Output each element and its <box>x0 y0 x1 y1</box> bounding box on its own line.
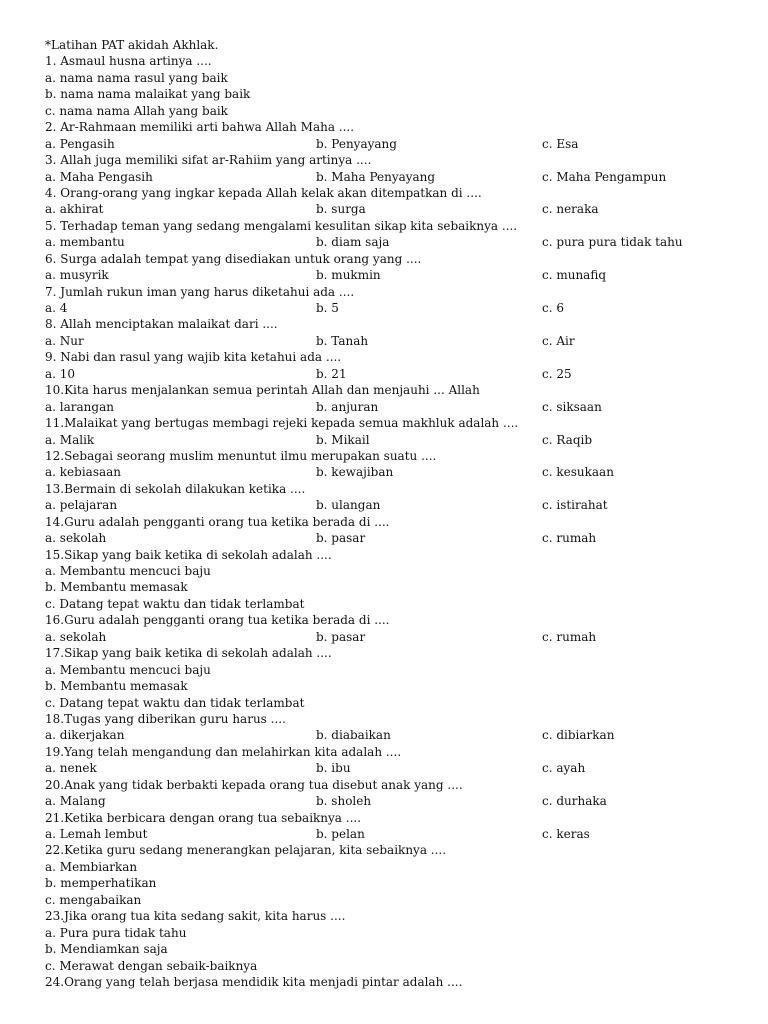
option-b: b. Tanah <box>316 333 369 348</box>
option-b: b. Penyayang <box>316 136 397 151</box>
option-b: b. memperhatikan <box>45 876 157 891</box>
option-a: a. Maha Pengasih <box>45 169 153 184</box>
question-text: 10.Kita harus menjalankan semua perintah Allah dan menjauhi ... Allah <box>45 383 480 398</box>
options-row <box>45 826 745 842</box>
option-b: b. Maha Penyayang <box>316 169 436 184</box>
option-c: c. dibiarkan <box>542 728 615 743</box>
option-a: a. membantu <box>45 235 125 250</box>
question-text: 6. Surga adalah tempat yang disediakan untuk orang yang .... <box>45 251 422 266</box>
question-text: 21.Ketika berbicara dengan orang tua sebaiknya .... <box>45 810 362 825</box>
option-a: a. Membiarkan <box>45 859 138 874</box>
option-c: c. Esa <box>542 136 579 151</box>
options-row <box>45 234 745 250</box>
option-a: a. kebiasaan <box>45 465 122 480</box>
option-c: c. Datang tepat waktu dan tidak terlambat <box>45 695 305 710</box>
question-list <box>45 53 745 990</box>
options-row <box>45 169 745 185</box>
options-row <box>45 497 745 513</box>
option-c: c. ayah <box>542 761 586 776</box>
question-text: 20.Anak yang tidak berbakti kepada orang tua disebut anak yang .... <box>45 777 463 792</box>
option-c: c. munafiq <box>542 268 607 283</box>
options-row <box>45 727 745 743</box>
option-a: a. dikerjakan <box>45 728 125 743</box>
option-a: a. sekolah <box>45 629 107 644</box>
option-c: c. Air <box>542 333 575 348</box>
option-c: c. rumah <box>542 531 597 546</box>
question-text: 4. Orang-orang yang ingkar kepada Allah kelak akan ditempatkan di .... <box>45 185 482 200</box>
options-row <box>45 399 745 415</box>
option-c: c. siksaan <box>542 399 602 414</box>
options-row <box>45 793 745 809</box>
question-text: 23.Jika orang tua kita sedang sakit, kita harus .... <box>45 909 346 924</box>
question-text: 7. Jumlah rukun iman yang harus diketahui ada .... <box>45 284 355 299</box>
options-row <box>45 629 745 645</box>
option-a: a. 10 <box>45 366 76 381</box>
option-a: a. 4 <box>45 301 68 315</box>
option-b: b. diam saja <box>316 235 390 250</box>
option-a: a. pelajaran <box>45 498 118 513</box>
option-b: b. Membantu memasak <box>45 580 188 595</box>
option-b: b. 21 <box>316 366 347 381</box>
question-text: 16.Guru adalah pengganti orang tua ketika berada di .... <box>45 613 390 628</box>
option-c: c. rumah <box>542 629 597 644</box>
options-row <box>45 201 745 217</box>
option-a: a. Lemah lembut <box>45 827 148 841</box>
options-row <box>45 760 745 776</box>
option-c: c. pura pura tidak tahu <box>542 235 683 250</box>
option-b: b. anjuran <box>316 399 379 414</box>
option-c: c. mengabaikan <box>45 892 142 907</box>
document-title: *Latihan PAT akidah Akhlak. <box>45 38 219 52</box>
question-text: 22.Ketika guru sedang menerangkan pelajaran, kita sebaiknya .... <box>45 843 447 858</box>
option-a: a. Pura pura tidak tahu <box>45 925 187 940</box>
option-b: b. pelan <box>316 827 365 841</box>
option-c: c. Raqib <box>542 432 593 447</box>
option-a: a. Nur <box>45 333 84 348</box>
options-row <box>45 300 745 316</box>
option-b: b. sholeh <box>316 794 372 809</box>
option-b: b. ulangan <box>316 498 381 513</box>
option-b: b. Membantu memasak <box>45 679 188 694</box>
question-text: 19.Yang telah mengandung dan melahirkan kita adalah .... <box>45 744 402 759</box>
question-text: 11.Malaikat yang bertugas membagi rejeki kepada semua makhluk adalah .... <box>45 416 519 431</box>
question-text: 9. Nabi dan rasul yang wajib kita ketahui ada .... <box>45 350 342 365</box>
option-c: c. Datang tepat waktu dan tidak terlambat <box>45 596 305 611</box>
question-text: 24.Orang yang telah berjasa mendidik kita menjadi pintar adalah .... <box>45 974 463 989</box>
option-b: b. nama nama malaikat yang baik <box>45 87 251 102</box>
question-text: 15.Sikap yang baik ketika di sekolah adalah .... <box>45 547 332 562</box>
option-c: c. nama nama Allah yang baik <box>45 103 228 118</box>
option-c: c. Maha Pengampun <box>542 169 667 184</box>
option-b: b. pasar <box>316 629 366 644</box>
option-a: a. Membantu mencuci baju <box>45 662 211 677</box>
option-b: b. diabaikan <box>316 728 391 743</box>
option-a: a. akhirat <box>45 202 104 217</box>
option-c: c. kesukaan <box>542 465 614 480</box>
question-text: 14.Guru adalah pengganti orang tua ketika berada di .... <box>45 514 390 529</box>
question-text: 13.Bermain di sekolah dilakukan ketika .... <box>45 481 306 496</box>
option-a: a. sekolah <box>45 531 107 546</box>
option-b: b. surga <box>316 202 366 217</box>
option-c: c. neraka <box>542 202 599 217</box>
question-text: 17.Sikap yang baik ketika di sekolah adalah .... <box>45 646 332 661</box>
option-c: c. 6 <box>542 301 564 315</box>
question-text: 8. Allah menciptakan malaikat dari .... <box>45 317 278 332</box>
option-c: c. Merawat dengan sebaik-baiknya <box>45 958 258 973</box>
option-a: a. nama nama rasul yang baik <box>45 70 228 85</box>
question-text: 2. Ar-Rahmaan memiliki arti bahwa Allah Maha .... <box>45 120 355 135</box>
question-text: 5. Terhadap teman yang sedang mengalami kesulitan sikap kita sebaiknya .... <box>45 218 518 233</box>
options-row <box>45 267 745 283</box>
option-b: b. Mikail <box>316 432 370 447</box>
option-b: b. pasar <box>316 531 366 546</box>
option-c: c. durhaka <box>542 794 607 809</box>
option-c: c. keras <box>542 827 590 841</box>
question-text: 3. Allah juga memiliki sifat ar-Rahiim yang artinya .... <box>45 153 372 168</box>
options-row <box>45 464 745 480</box>
option-a: a. Membantu mencuci baju <box>45 564 211 578</box>
option-a: a. Malik <box>45 432 95 447</box>
option-b: b. 5 <box>316 301 339 315</box>
options-row <box>45 366 745 382</box>
question-text: 18.Tugas yang diberikan guru harus .... <box>45 711 286 726</box>
option-a: a. nenek <box>45 761 97 776</box>
option-a: a. musyrik <box>45 268 109 283</box>
question-text: 1. Asmaul husna artinya .... <box>45 54 212 69</box>
option-b: b. mukmin <box>316 268 381 283</box>
option-a: a. Pengasih <box>45 136 115 151</box>
option-b: b. ibu <box>316 761 351 776</box>
option-b: b. kewajiban <box>316 465 394 480</box>
option-c: c. 25 <box>542 366 572 381</box>
options-row <box>45 530 745 546</box>
option-a: a. larangan <box>45 399 114 414</box>
option-a: a. Malang <box>45 794 106 809</box>
document-body <box>45 37 745 990</box>
option-b: b. Mendiamkan saja <box>45 942 168 957</box>
question-text: 12.Sebagai seorang muslim menuntut ilmu merupakan suatu .... <box>45 448 437 463</box>
option-c: c. istirahat <box>542 498 608 513</box>
options-row <box>45 136 745 152</box>
options-row <box>45 333 745 349</box>
options-row <box>45 432 745 448</box>
